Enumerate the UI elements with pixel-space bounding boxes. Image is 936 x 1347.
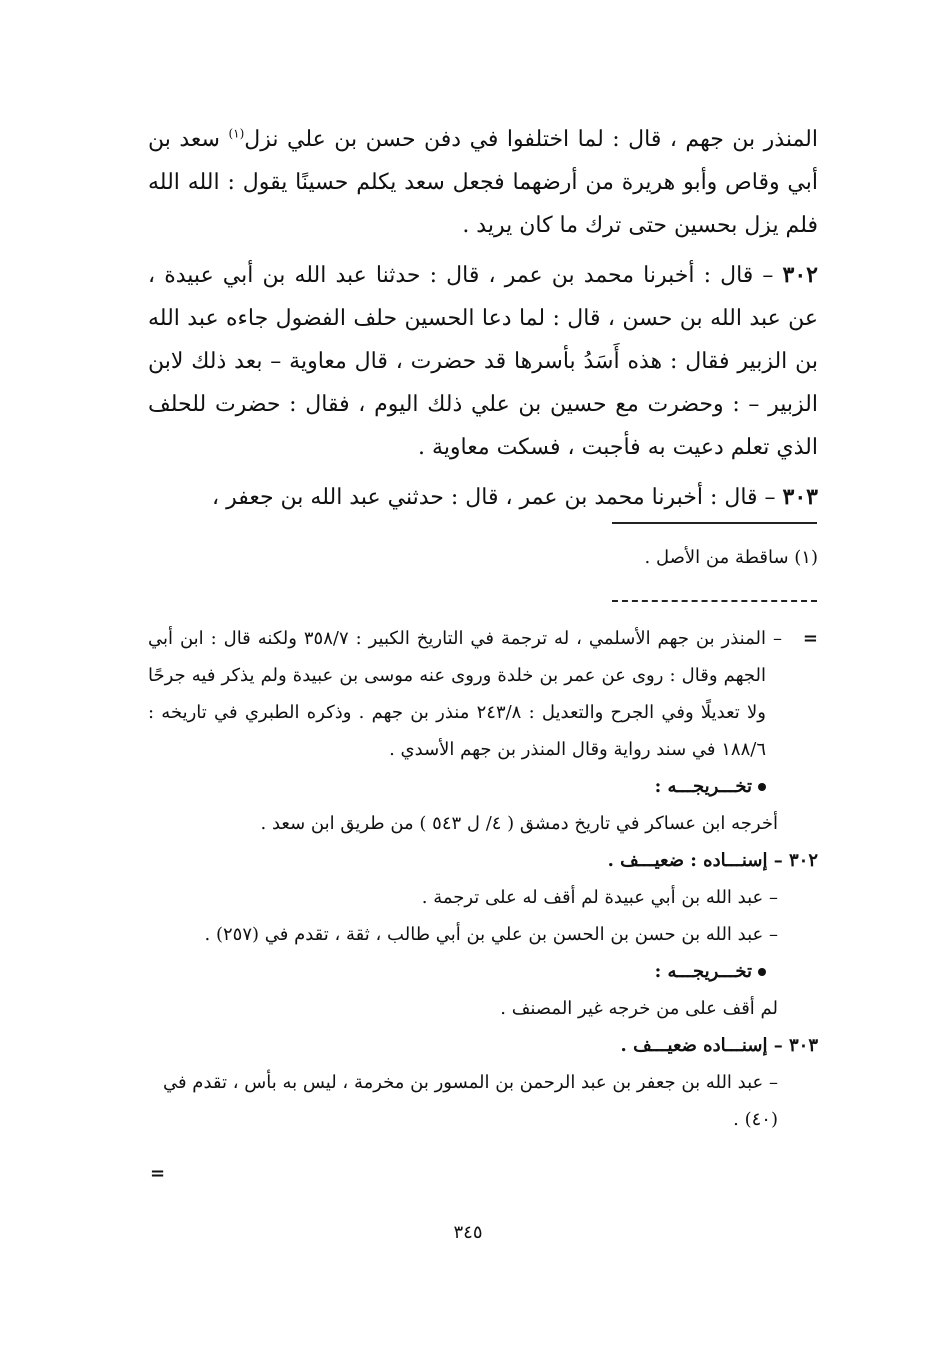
note-text: المنذر بن جهم الأسلمي ، له ترجمة في التاريخ الكبير : ٣٥٨/٧ ولكنه قال : ابن أبي الجهم وقال : روى عن عمر بن خلدة وروى عنه موسى بن عبيدة ولم يذكر فيه جرحًا ولا تعديلًا وفي الجرح والتعديل : ٢٤٣/٨ منذر بن جهم . وذكره الطبري في تاريخه : ١٨٨/٦ في سند رواية وقال المنذر بن جهم الأسدي . [148, 628, 767, 760]
footnote-separator [612, 522, 817, 524]
takhrij-heading-1 [148, 768, 818, 805]
narration-number: ٣٠٣ [782, 484, 818, 510]
note-dash: – [773, 628, 782, 649]
isnad-302-heading: ٣٠٢ – إسنـــاده : ضعيـــف . [607, 850, 818, 871]
main-text [148, 118, 818, 526]
page-number: ٣٤٥ [453, 1222, 483, 1243]
continuation-mark: = [802, 628, 818, 649]
paragraph-text-tail: سعد بن أبي وقاص وأبو هريرة من أرضهما فجعل سعد يكلم حسينًا يقول : الله الله فلم يزل بحسين حتى ترك ما كان يريد . [148, 127, 818, 238]
paragraph-303 [148, 476, 818, 519]
takhrij-text-2: لم أقف على من خرجه غير المصنف . [500, 998, 778, 1019]
footnote-marker: (١) [228, 126, 245, 141]
paragraph-continued [148, 118, 818, 247]
paragraph-text: – قال : أخبرنا محمد بن عمر ، قال : حدثنا عبد الله بن أبي عبيدة ، عن عبد الله بن حسن ، قال : لما دعا الحسين حلف الفضول جاءه عبد الله بن الزبير فقال : هذه أَسَدُ بأسرها قد حضرت ، قال معاوية – بعد ذلك لابن الزبير – : وحضرت مع حسين بن علي ذلك اليوم ، فقال : حضرت للحلف الذي تعلم دعيت به فأجبت ، فسكت معاوية . [148, 263, 818, 460]
narrator-note-3: – عبد الله بن جعفر بن عبد الرحمن بن المسور بن مخرمة ، ليس به بأس ، تقدم في (٤٠) . [162, 1072, 778, 1130]
takhrij-heading-2 [148, 953, 818, 990]
notes-separator [612, 600, 817, 602]
isnad-303-heading: ٣٠٣ – إسنـــاده ضعيـــف . [620, 1035, 818, 1056]
bullet-icon [758, 783, 766, 791]
narrator-note-2: – عبد الله بن حسن بن الحسن بن علي بن أبي طالب ، ثقة ، تقدم في (٢٥٧) . [204, 924, 778, 945]
footnote-1: (١) ساقطة من الأصل . [644, 547, 818, 568]
narration-number: ٣٠٢ [782, 262, 818, 288]
paragraph-302 [148, 254, 818, 469]
heading-text: تخـــريجـــه : [654, 961, 752, 982]
bullet-icon [758, 968, 766, 976]
editor-notes [148, 620, 818, 1138]
continuation-mark-bottom: = [150, 1163, 166, 1184]
narrator-note-1: – عبد الله بن أبي عبيدة لم أقف له على ترجمة . [421, 887, 778, 908]
heading-text: تخـــريجـــه : [654, 776, 752, 797]
takhrij-text-1: أخرجه ابن عساكر في تاريخ دمشق ( ٤/ ل ٥٤٣ ) من طريق ابن سعد . [260, 813, 778, 834]
note-al-mundhir [148, 620, 818, 768]
paragraph-text: المنذر بن جهم ، قال : لما اختلفوا في دفن حسن بن علي نزل [244, 127, 818, 152]
paragraph-text: – قال : أخبرنا محمد بن عمر ، قال : حدثني عبد الله بن جعفر ، [211, 485, 783, 510]
